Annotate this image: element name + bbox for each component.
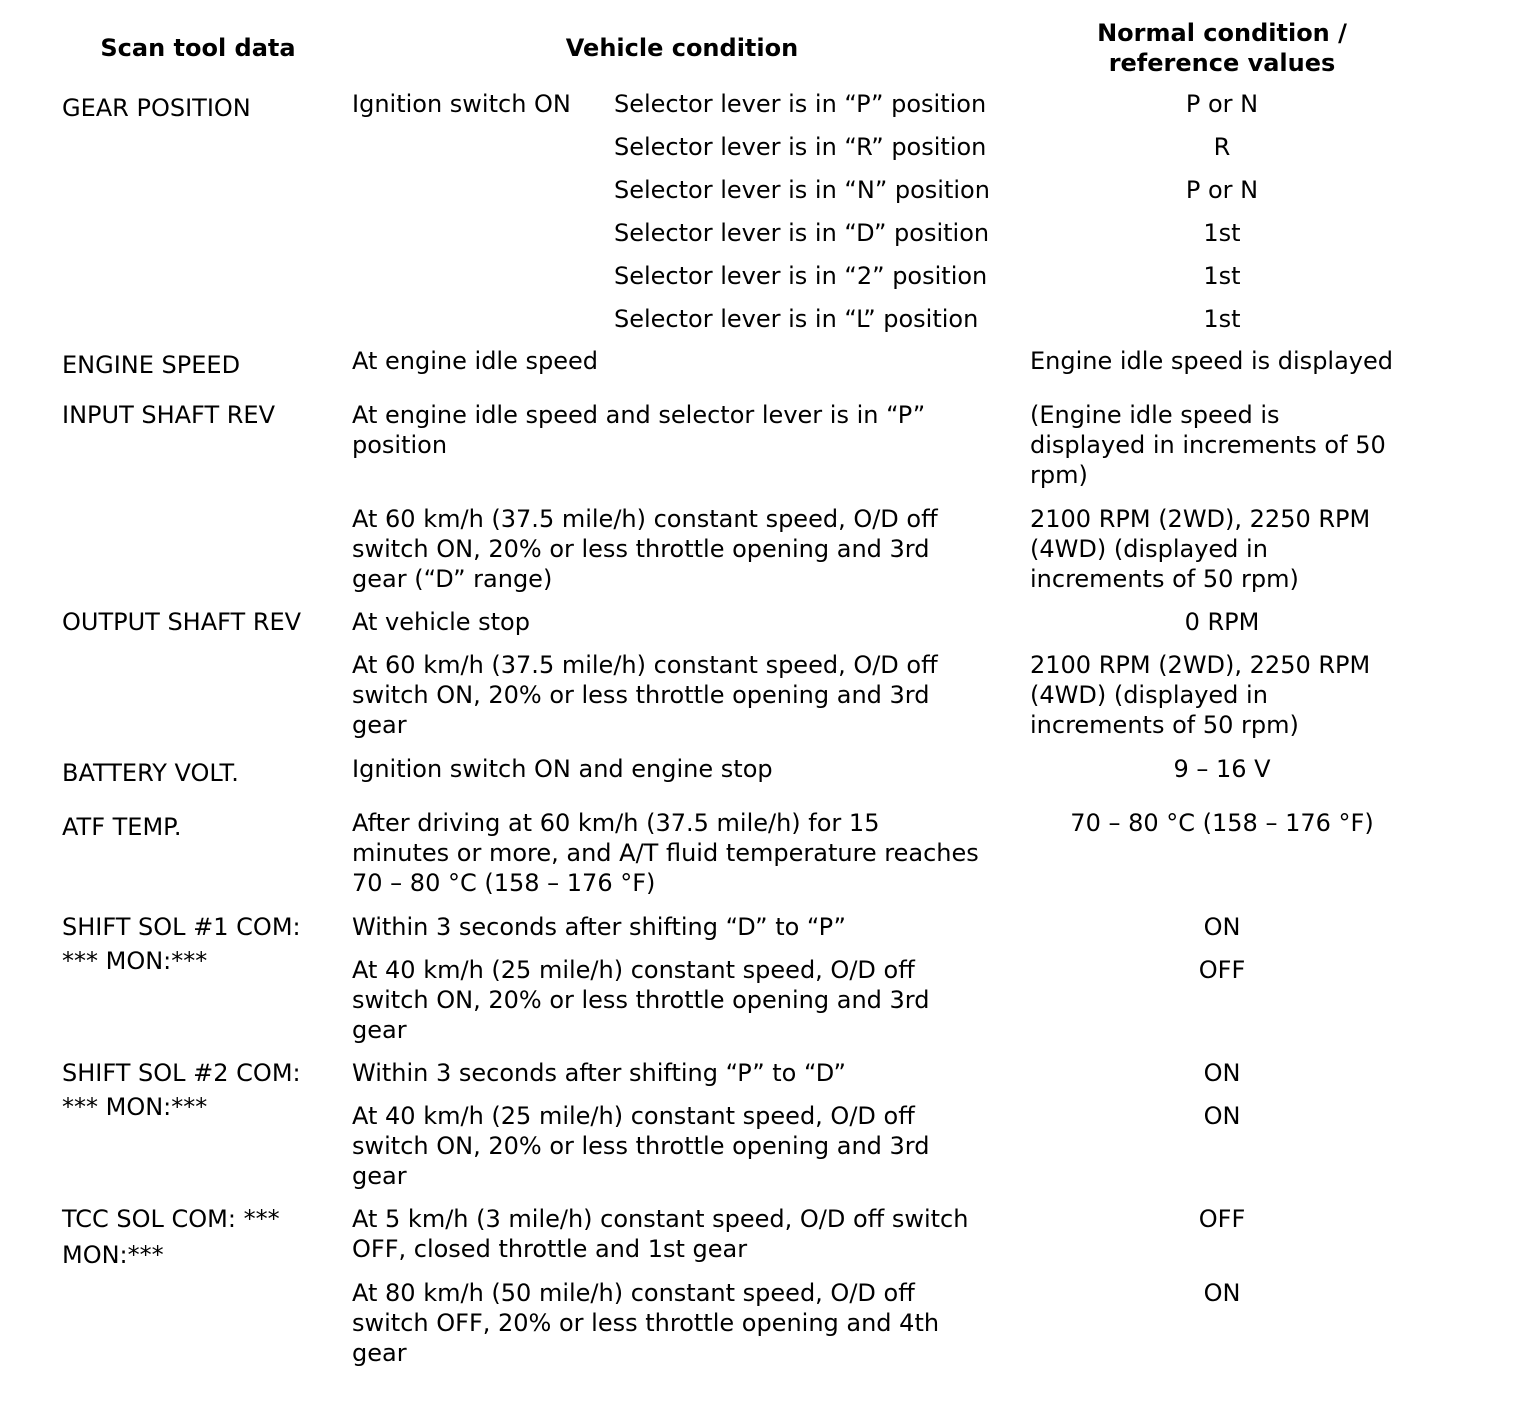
tcc-cond-2-line-1: At 80 km/h (50 mile/h) constant speed, O/D off	[352, 1279, 915, 1307]
label-atf-temp: ATF TEMP.	[62, 813, 182, 841]
sol2-value-2: ON	[1203, 1102, 1241, 1130]
output-cond-1: At vehicle stop	[352, 608, 530, 636]
gear-value-n: P or N	[1185, 176, 1259, 204]
label-tcc-sol-line-1: TCC SOL COM: ***	[62, 1205, 280, 1233]
label-engine-speed: ENGINE SPEED	[62, 351, 241, 379]
sol2-cond-2-line-1: At 40 km/h (25 mile/h) constant speed, O/D off	[352, 1102, 915, 1130]
tcc-cond-2-line-2: switch OFF, 20% or less throttle opening and 4th	[352, 1309, 940, 1337]
output-value-2-line-1: 2100 RPM (2WD), 2250 RPM	[1030, 651, 1371, 679]
output-cond-2-line-3: gear	[352, 711, 407, 739]
label-shift-sol1-line-2: *** MON:***	[62, 947, 208, 975]
sol1-cond-2-line-1: At 40 km/h (25 mile/h) constant speed, O/D off	[352, 956, 915, 984]
input-value-1-line-3: rpm)	[1030, 461, 1088, 489]
label-battery-volt: BATTERY VOLT.	[62, 759, 239, 787]
atf-cond-line-1: After driving at 60 km/h (37.5 mile/h) for 15	[352, 809, 880, 837]
gear-value-p: P or N	[1185, 90, 1259, 118]
sol2-cond-1: Within 3 seconds after shifting “P” to “D”	[352, 1059, 846, 1087]
label-shift-sol1-line-1: SHIFT SOL #1 COM:	[62, 913, 301, 941]
header-normal-condition: Normal condition /	[1097, 19, 1347, 47]
value-engine-speed: Engine idle speed is displayed	[1030, 347, 1393, 375]
gear-value-d: 1st	[1203, 219, 1241, 247]
input-cond-1-line-2: position	[352, 431, 448, 459]
input-value-1-line-2: displayed in increments of 50	[1030, 431, 1386, 459]
gear-sub-2: Selector lever is in “2” position	[614, 262, 988, 290]
gear-sub-r: Selector lever is in “R” position	[614, 133, 987, 161]
atf-cond-line-3: 70 – 80 °C (158 – 176 °F)	[352, 869, 656, 897]
tcc-value-2: ON	[1203, 1279, 1241, 1307]
label-tcc-sol-line-2: MON:***	[62, 1241, 164, 1269]
cond-ignition-switch-on: Ignition switch ON	[352, 90, 571, 118]
input-cond-2-line-2: switch ON, 20% or less throttle opening and 3rd	[352, 535, 930, 563]
input-cond-2-line-3: gear (“D” range)	[352, 565, 553, 593]
tcc-cond-1-line-2: OFF, closed throttle and 1st gear	[352, 1235, 748, 1263]
output-cond-2-line-2: switch ON, 20% or less throttle opening and 3rd	[352, 681, 930, 709]
input-cond-1-line-1: At engine idle speed and selector lever is in “P”	[352, 401, 926, 429]
label-gear-position: GEAR POSITION	[62, 94, 251, 122]
sol2-cond-2-line-3: gear	[352, 1162, 407, 1190]
tcc-cond-1-line-1: At 5 km/h (3 mile/h) constant speed, O/D off switch	[352, 1205, 969, 1233]
input-value-1-line-1: (Engine idle speed is	[1030, 401, 1280, 429]
sol1-value-1: ON	[1203, 913, 1241, 941]
output-value-1: 0 RPM	[1184, 608, 1260, 636]
label-input-shaft-rev: INPUT SHAFT REV	[62, 401, 275, 429]
cond-battery: Ignition switch ON and engine stop	[352, 755, 773, 783]
sol2-value-1: ON	[1203, 1059, 1241, 1087]
sol1-cond-2-line-2: switch ON, 20% or less throttle opening and 3rd	[352, 986, 930, 1014]
gear-sub-p: Selector lever is in “P” position	[614, 90, 987, 118]
input-value-2-line-1: 2100 RPM (2WD), 2250 RPM	[1030, 505, 1371, 533]
label-shift-sol2-line-2: *** MON:***	[62, 1093, 208, 1121]
header-scan-tool-data: Scan tool data	[100, 34, 296, 62]
sol1-cond-2-line-3: gear	[352, 1016, 407, 1044]
label-output-shaft-rev: OUTPUT SHAFT REV	[62, 608, 302, 636]
header-reference-values: reference values	[1108, 49, 1336, 77]
input-value-2-line-2: (4WD) (displayed in	[1030, 535, 1268, 563]
header-vehicle-condition: Vehicle condition	[565, 34, 799, 62]
gear-value-2: 1st	[1203, 262, 1241, 290]
cond-engine-speed: At engine idle speed	[352, 347, 598, 375]
gear-sub-n: Selector lever is in “N” position	[614, 176, 990, 204]
gear-value-r: R	[1213, 133, 1231, 161]
input-cond-2-line-1: At 60 km/h (37.5 mile/h) constant speed, O/D off	[352, 505, 938, 533]
output-value-2-line-2: (4WD) (displayed in	[1030, 681, 1268, 709]
atf-cond-line-2: minutes or more, and A/T fluid temperature reaches	[352, 839, 979, 867]
sol2-cond-2-line-2: switch ON, 20% or less throttle opening and 3rd	[352, 1132, 930, 1160]
sol1-cond-1: Within 3 seconds after shifting “D” to “P”	[352, 913, 846, 941]
sol1-value-2: OFF	[1198, 956, 1246, 984]
gear-value-l: 1st	[1203, 305, 1241, 333]
gear-sub-d: Selector lever is in “D” position	[614, 219, 990, 247]
atf-value: 70 – 80 °C (158 – 176 °F)	[1070, 809, 1374, 837]
output-value-2-line-3: increments of 50 rpm)	[1030, 711, 1299, 739]
tcc-cond-2-line-3: gear	[352, 1339, 407, 1367]
tcc-value-1: OFF	[1198, 1205, 1246, 1233]
input-value-2-line-3: increments of 50 rpm)	[1030, 565, 1299, 593]
label-shift-sol2-line-1: SHIFT SOL #2 COM:	[62, 1059, 301, 1087]
value-battery: 9 – 16 V	[1173, 755, 1271, 783]
gear-sub-l: Selector lever is in “L” position	[614, 305, 979, 333]
output-cond-2-line-1: At 60 km/h (37.5 mile/h) constant speed, O/D off	[352, 651, 938, 679]
